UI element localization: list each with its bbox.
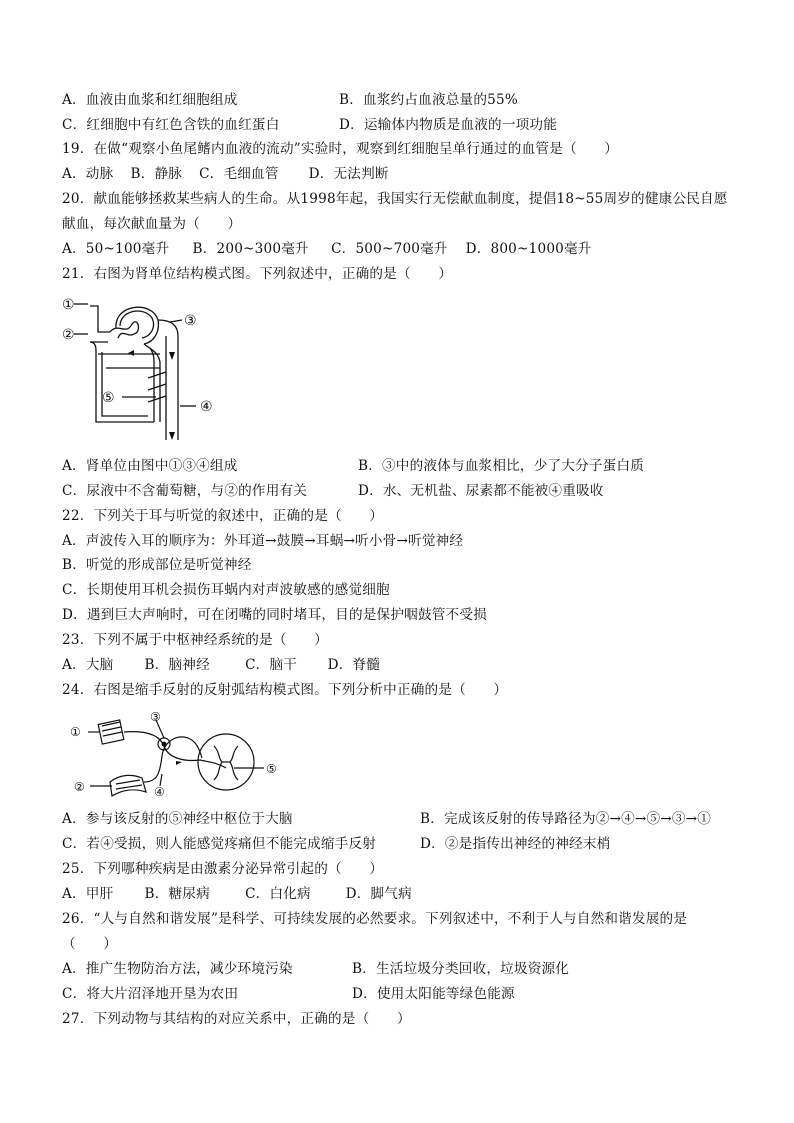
q26-stem-line-2: （ ） (62, 936, 118, 952)
q21-option-b: B．③中的液体与血浆相比，少了大分子蛋白质 (358, 458, 645, 474)
q24-option-a: A．参与该反射的⑤神经中枢位于大脑 (62, 811, 293, 827)
q23-stem: 23．下列不属于中枢神经系统的是（ ） (62, 632, 328, 648)
reflex-label-4: ④ (154, 785, 165, 799)
q19-stem: 19．在做“观察小鱼尾鳍内血液的流动”实验时，观察到红细胞呈单行通过的血管是（ ） (62, 141, 619, 157)
q26-row-2 (62, 985, 515, 1003)
reflex-arrow (176, 761, 182, 765)
q19-option-a: A．动脉 (62, 166, 114, 182)
glomerulus (110, 322, 138, 338)
q26-option-c: C．将大片沼泽地开垦为农田 (62, 986, 239, 1002)
nephron-label-1: ① (62, 297, 75, 313)
q18-row-1 (62, 91, 518, 109)
q26-option-b: B．生活垃圾分类回收，垃圾资源化 (352, 961, 570, 977)
interneuron (200, 760, 226, 768)
q19-option-b: B．静脉 (130, 166, 183, 182)
q24-option-c: C．若④受损，则人能感觉疼痛但不能完成缩手反射 (62, 836, 377, 852)
q19-option-c: C．毛细血管 (199, 166, 279, 182)
q25-option-d: D．脚气病 (345, 886, 412, 902)
q21-option-c: C．尿液中不含葡萄糖，与②的作用有关 (62, 483, 308, 499)
reflex-label-1: ① (70, 725, 81, 739)
q18-option-c: C．红细胞中有红色含铁的血红蛋白 (62, 117, 280, 133)
reflex-label-5: ⑤ (266, 762, 277, 776)
q21-row-2 (62, 482, 604, 500)
afferent-vessel (90, 306, 110, 332)
q21-option-d: D．水、无机盐、尿素都不能被④重吸收 (358, 483, 604, 499)
flow-arrow-1 (169, 352, 175, 360)
q21-row-1 (62, 457, 645, 475)
q25-option-c: C．白化病 (245, 886, 311, 902)
nephron-diagram (62, 292, 232, 444)
q19-options (62, 165, 389, 183)
skin-lines (116, 780, 142, 789)
q23-option-b: B．脑神经 (144, 657, 210, 673)
collecting-tube (158, 320, 178, 440)
q24-option-d: D．②是指传出神经的神经末梢 (420, 836, 611, 852)
q24-row-1 (62, 810, 712, 828)
q25-stem: 25．下列哪种疾病是由激素分泌异常引起的（ ） (62, 861, 384, 877)
q22-option-d: D．遇到巨大声响时，可在闭嘴的同时堵耳，目的是保护咽鼓管不受损 (62, 607, 487, 623)
flow-arrow-3 (128, 350, 134, 356)
q26-option-d: D．使用太阳能等绿色能源 (352, 986, 515, 1002)
nephron-label-5: ⑤ (102, 390, 115, 406)
flow-arrow-2 (169, 432, 175, 440)
afferent-nerve (144, 737, 202, 782)
gray-matter (214, 746, 238, 780)
q22-option-c: C．长期使用耳机会损伤耳蜗内对声波敏感的感觉细胞 (62, 582, 390, 598)
renal-tubule-descending (144, 344, 160, 422)
q22-stem: 22．下列关于耳与听觉的叙述中，正确的是（ ） (62, 508, 384, 524)
q20-stem-line-1: 20．献血能够拯救某些病人的生命。从1998年起，我国实行无偿献血制度，提倡18~55周岁的健康公民自愿 (62, 191, 728, 207)
q18-option-d: D．运输体内物质是血液的一项功能 (339, 117, 558, 133)
q20-option-c: C．500~700毫升 (331, 241, 448, 257)
reflex-arc-diagram (68, 712, 294, 802)
nephron-label-4: ④ (200, 399, 213, 415)
q23-option-c: C．脑干 (245, 657, 298, 673)
q24-row-2 (62, 835, 611, 853)
q21-option-a: A．肾单位由图中①③④组成 (62, 458, 238, 474)
renal-capsule-outer (116, 307, 158, 344)
q20-option-b: B．200~300毫升 (192, 241, 309, 257)
label-3-leader (170, 320, 182, 322)
q20-option-a: A．50~100毫升 (62, 241, 170, 257)
q24-stem: 24．右图是缩手反射的反射弧结构模式图。下列分析中正确的是（ ） (62, 682, 508, 698)
q22-option-a: A．声波传入耳的顺序为：外耳道→鼓膜→耳蜗→听小骨→听觉神经 (62, 533, 464, 549)
q27-stem: 27．下列动物与其结构的对应关系中，正确的是（ ） (62, 1011, 411, 1027)
q23-option-a: A．大脑 (62, 657, 114, 673)
q25-options (62, 885, 412, 903)
q25-option-a: A．甲肝 (62, 886, 114, 902)
nephron-label-2: ② (62, 327, 75, 343)
q18-option-b: B．血浆约占血液总量的55% (339, 92, 518, 108)
q26-stem-line-1: 26．“人与自然和谐发展”是科学、可持续发展的必然要求。下列叙述中，不利于人与自然和谐发展的是 (62, 911, 688, 927)
q18-option-a: A．血液由血浆和红细胞组成 (62, 92, 238, 108)
reflex-label-2: ② (74, 780, 85, 794)
q21-stem: 21．右图为肾单位结构模式图。下列叙述中，正确的是（ ） (62, 266, 453, 282)
q19-option-d: D．无法判断 (308, 166, 389, 182)
q26-row-1 (62, 960, 570, 978)
q20-options (62, 240, 592, 258)
muscle-fibers (102, 722, 122, 736)
q26-option-a: A．推广生物防治方法，减少环境污染 (62, 961, 293, 977)
q23-option-d: D．脊髓 (327, 657, 381, 673)
ganglion-cell (162, 742, 167, 747)
reflex-label-3: ③ (150, 712, 161, 724)
q20-option-d: D．800~1000毫升 (465, 241, 592, 257)
q24-option-b: B．完成该反射的传导路径为②→④→⑤→③→① (420, 811, 712, 827)
q22-option-b: B．听觉的形成部位是听觉神经 (62, 557, 252, 573)
capillary-loop-inner (102, 352, 148, 416)
q23-options (62, 656, 380, 674)
q25-option-b: B．糖尿病 (144, 886, 210, 902)
nephron-label-3: ③ (184, 313, 197, 329)
q20-stem-line-2: 献血，每次献血量为（ ） (62, 216, 242, 232)
renal-tubule-inner (150, 348, 154, 422)
q18-row-2 (62, 116, 558, 134)
